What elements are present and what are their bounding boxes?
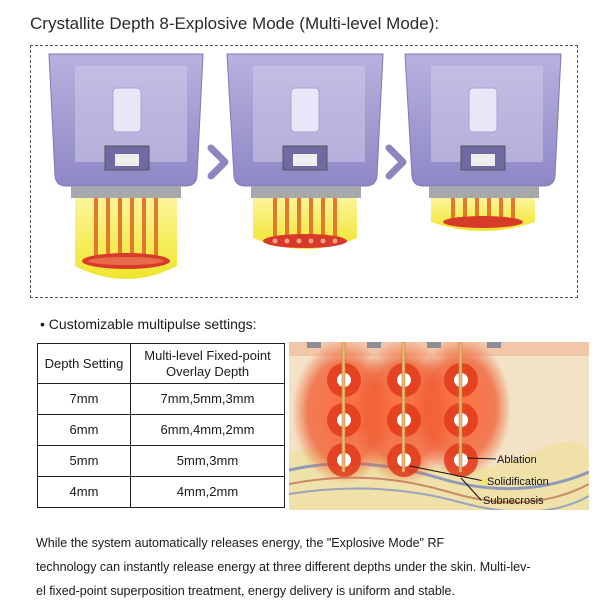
column-header-overlay: Multi-level Fixed-point Overlay Depth — [131, 344, 285, 384]
tissue-diagram — [289, 342, 589, 510]
depth-cell: 5mm — [38, 446, 131, 477]
handpiece-diagram — [31, 46, 577, 297]
subnecrosis-label: Subnecrosis — [483, 495, 544, 507]
table-row — [38, 384, 285, 415]
handpiece-shallow — [405, 54, 561, 231]
page-title: Crystallite Depth 8-Explosive Mode (Multi-level Mode): — [30, 14, 440, 33]
description-line: el fixed-point superposition treatment, energy delivery is uniform and stable. — [36, 584, 455, 598]
table-header-row — [38, 344, 285, 384]
description-text — [36, 531, 586, 603]
table-row — [38, 415, 285, 446]
handpiece-deep — [49, 54, 203, 279]
depth-cell: 7mm — [38, 384, 131, 415]
overlay-cell: 6mm,4mm,2mm — [131, 415, 285, 446]
depth-cell: 6mm — [38, 415, 131, 446]
depth-cell: 4mm — [38, 477, 131, 508]
handpiece-medium — [227, 54, 383, 249]
ablation-label: Ablation — [497, 454, 537, 466]
chevron-right-icon — [389, 148, 403, 176]
overlay-cell: 5mm,3mm — [131, 446, 285, 477]
description-line: technology can instantly release energy at three different depths under the skin. Multi-lev- — [36, 560, 531, 574]
description-line: While the system automatically releases energy, the "Explosive Mode" RF — [36, 536, 445, 550]
skin-tissue-illustration — [289, 342, 589, 510]
solidification-label: Solidification — [487, 476, 549, 488]
column-header-depth: Depth Setting — [38, 344, 131, 384]
multipulse-subtitle: • Customizable multipulse settings: — [40, 316, 257, 332]
overlay-cell: 4mm,2mm — [131, 477, 285, 508]
overlay-cell: 7mm,5mm,3mm — [131, 384, 285, 415]
handpiece-diagram-panel — [30, 45, 578, 298]
table-row — [38, 446, 285, 477]
depth-settings-table — [37, 343, 285, 508]
table-row — [38, 477, 285, 508]
chevron-right-icon — [211, 148, 225, 176]
